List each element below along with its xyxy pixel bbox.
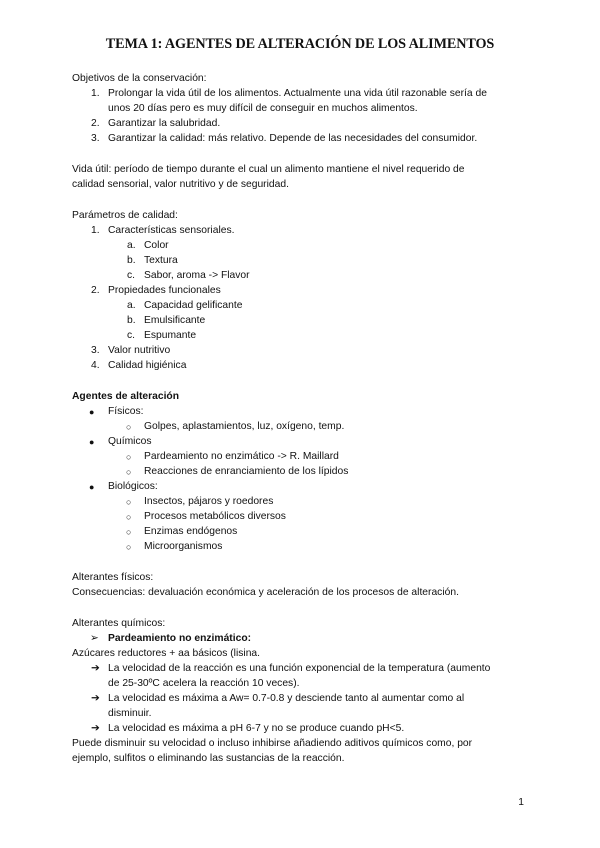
sublist-item-text: Espumante [144,330,197,341]
sub-bullet-icon: ○ [126,497,132,507]
arrow-right-icon: ➔ [91,723,100,734]
sublist-item-text: Capacidad gelificante [144,300,243,311]
list-marker: 2. [91,118,100,129]
arrow-right-icon: ➔ [91,663,100,674]
bullet-icon: ● [89,407,95,417]
paragraph-line: Vida útil: período de tiempo durante el cual un alimento mantiene el nivel requerido de [72,164,465,175]
list-marker: 2. [91,285,100,296]
sublist-marker: c. [127,330,136,341]
sub-bullet-icon: ○ [126,422,132,432]
sublist-marker: a. [127,300,136,311]
sub-bullet-icon: ○ [126,467,132,477]
alterantes-fisicos-heading: Alterantes físicos: [72,572,154,583]
page-title: TEMA 1: AGENTES DE ALTERACIÓN DE LOS ALIMENTOS [105,36,495,52]
page-number: 1 [518,797,524,808]
list-marker: 3. [91,345,100,356]
paragraph-line: ejemplo, sulfitos o eliminando las sustancias de la reacción. [72,753,345,764]
list-item-text: Características sensoriales. [108,225,235,236]
list-item-text: La velocidad es máxima a Aw= 0.7-0.8 y desciende tanto al aumentar como al [108,693,465,704]
objetivos-heading: Objetivos de la conservación: [72,73,207,84]
sublist-item-text: Emulsificante [144,315,206,326]
sub-bullet-icon: ○ [126,512,132,522]
list-marker: 1. [91,225,100,236]
list-item-text: Prolongar la vida útil de los alimentos. Actualmente una vida útil razonable sería de [108,88,487,99]
list-item-text: unos 20 días pero es muy difícil de conseguir en muchos alimentos. [108,103,418,114]
subsection-heading: Pardeamiento no enzimático: [108,633,252,644]
sub-bullet-icon: ○ [126,542,132,552]
list-item-text: Calidad higiénica [108,360,187,371]
parametros-heading: Parámetros de calidad: [72,210,178,221]
list-item-text: Biológicos: [108,481,158,492]
paragraph-line: Consecuencias: devaluación económica y aceleración de los procesos de alteración. [72,587,459,598]
list-item-text: La velocidad de la reacción es una función exponencial de la temperatura (aumento [108,663,491,674]
list-item-text: Propiedades funcionales [108,285,221,296]
sublist-item-text: Golpes, aplastamientos, luz, oxígeno, temp. [144,421,345,432]
sublist-item-text: Color [144,240,169,251]
list-item-text: de 25-30ºC acelera la reacción 10 veces). [108,678,300,689]
paragraph-line: calidad sensorial, valor nutritivo y de seguridad. [72,179,289,190]
sublist-item-text: Procesos metabólicos diversos [144,511,286,522]
arrow-right-icon: ➔ [91,693,100,704]
list-marker: 4. [91,360,100,371]
bullet-icon: ● [89,482,95,492]
sublist-item-text: Enzimas endógenos [144,526,238,537]
sublist-marker: b. [127,315,136,326]
sublist-item-text: Textura [144,255,178,266]
list-item-text: Garantizar la salubridad. [108,118,221,129]
paragraph-line: Puede disminuir su velocidad o incluso inhibirse añadiendo aditivos químicos como, por [72,738,473,749]
arrowhead-icon: ➢ [90,633,99,644]
list-item-text: La velocidad es máxima a pH 6-7 y no se produce cuando pH<5. [108,723,405,734]
agentes-heading: Agentes de alteración [72,391,180,402]
list-marker: 1. [91,88,100,99]
list-item-text: Físicos: [108,406,144,417]
sub-bullet-icon: ○ [126,527,132,537]
sublist-marker: a. [127,240,136,251]
sub-bullet-icon: ○ [126,452,132,462]
paragraph-line: Azúcares reductores + aa básicos (lisina. [72,648,261,659]
sublist-item-text: Sabor, aroma -> Flavor [144,270,250,281]
alterantes-quimicos-heading: Alterantes químicos: [72,618,166,629]
list-item-text: Garantizar la calidad: más relativo. Depende de las necesidades del consumidor. [108,133,478,144]
sublist-marker: b. [127,255,136,266]
bullet-icon: ● [89,437,95,447]
list-item-text: Valor nutritivo [108,345,171,356]
sublist-marker: c. [127,270,136,281]
list-item-text: disminuir. [108,708,152,719]
sublist-item-text: Microorganismos [144,541,223,552]
sublist-item-text: Pardeamiento no enzimático -> R. Maillard [144,451,339,462]
sublist-item-text: Insectos, pájaros y roedores [144,496,274,507]
list-item-text: Químicos [108,436,152,447]
sublist-item-text: Reacciones de enranciamiento de los lípidos [144,466,349,477]
list-marker: 3. [91,133,100,144]
